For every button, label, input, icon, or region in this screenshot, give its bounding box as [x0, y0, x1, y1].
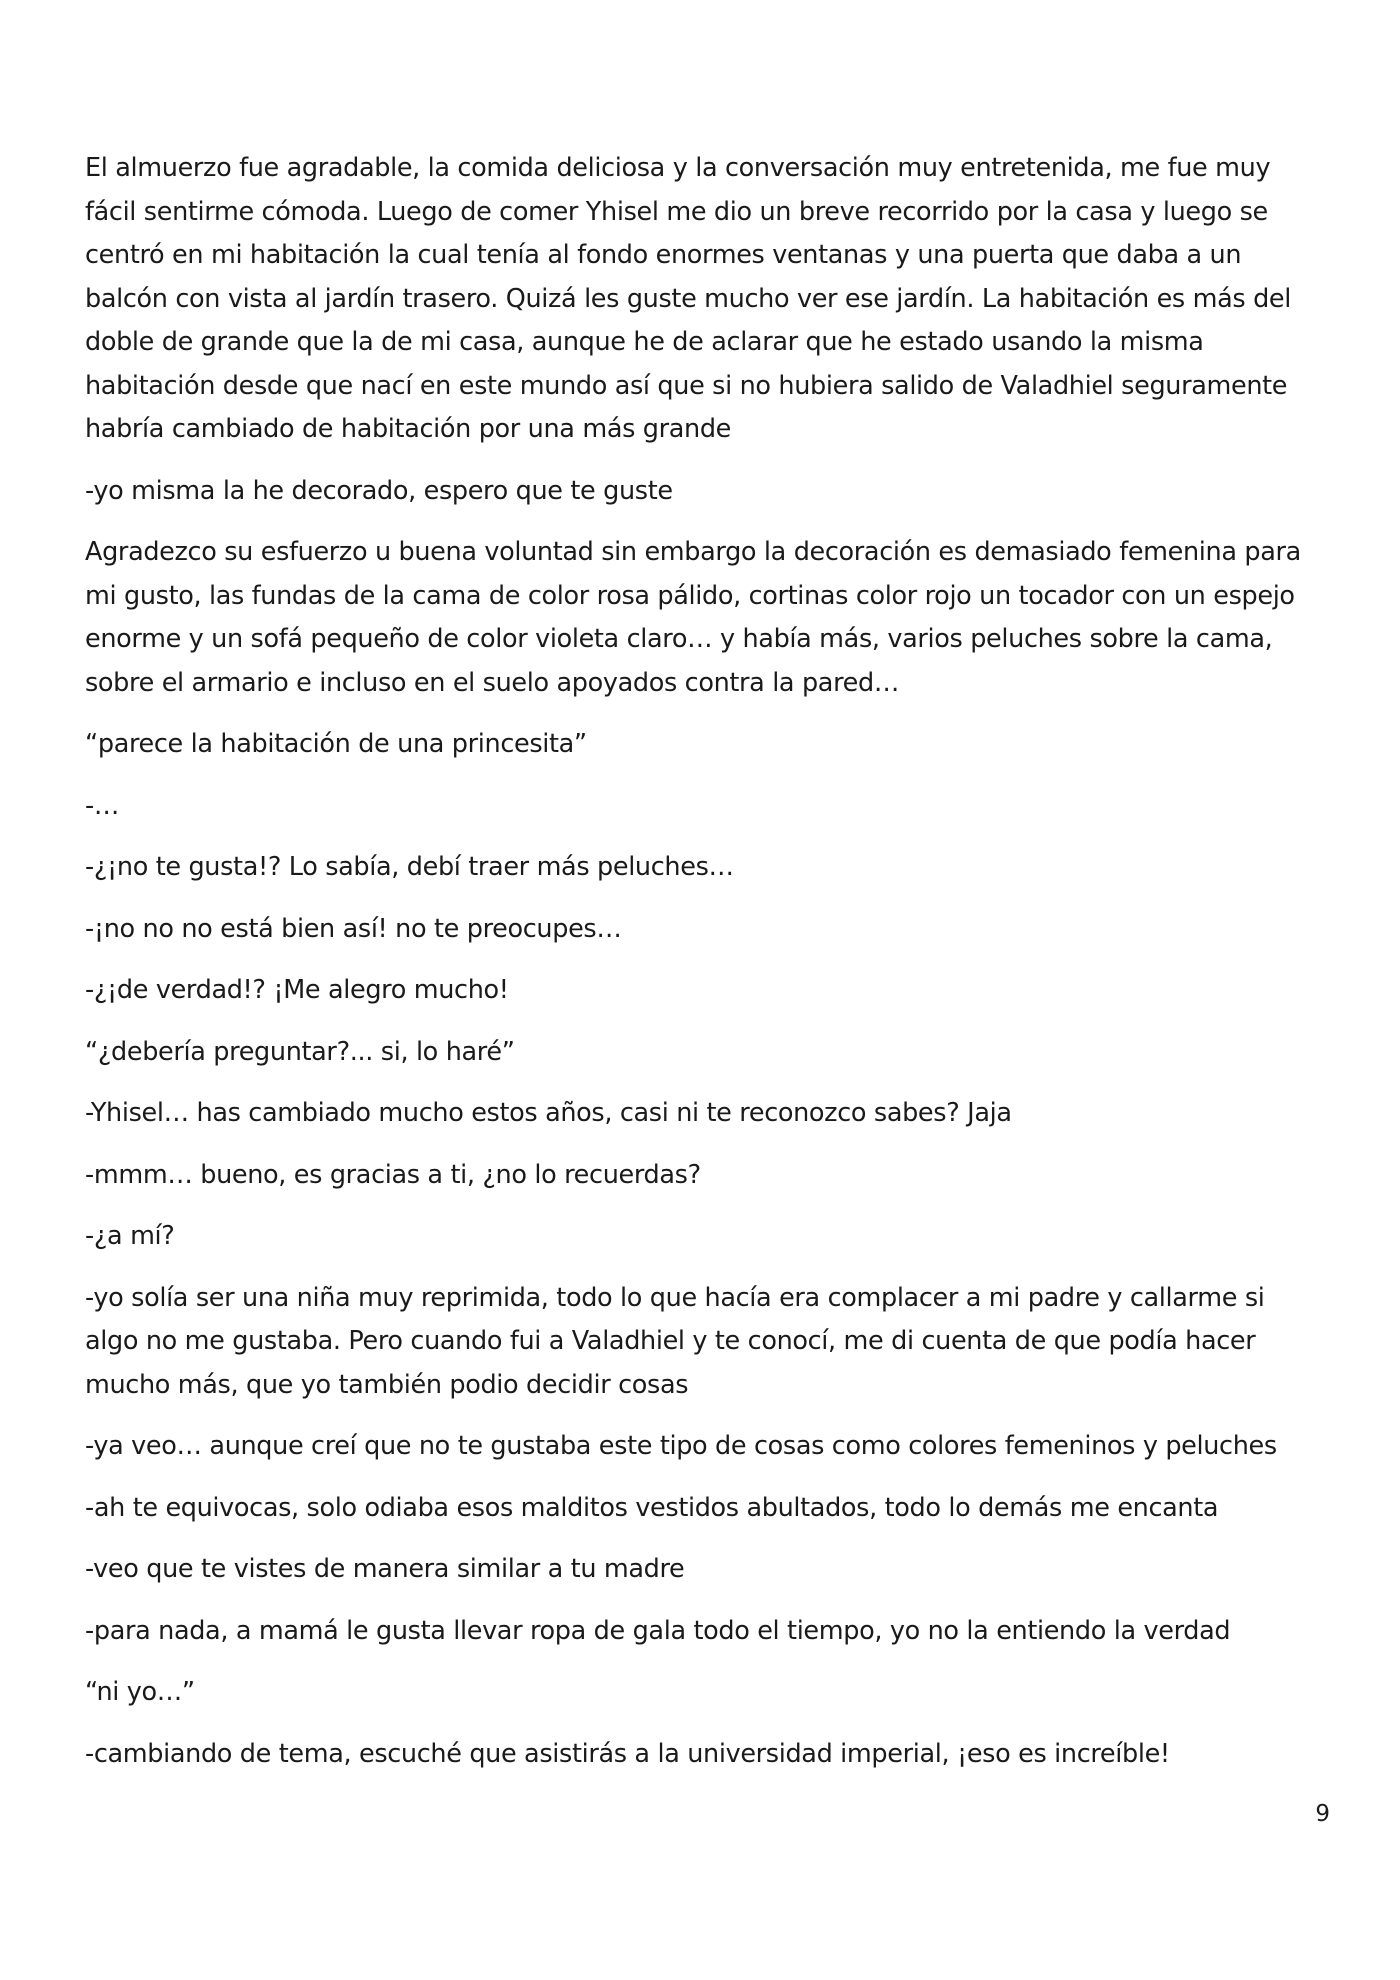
paragraph: -¿a mí? — [85, 1221, 175, 1251]
paragraph: -yo misma la he decorado, espero que te guste — [85, 475, 673, 506]
paragraph: -cambiando de tema, escuché que asistirás a la universidad imperial, ¡eso es increíble! — [85, 1738, 1170, 1769]
paragraph: -para nada, a mamá le gusta llevar ropa de gala todo el tiempo, yo no la entiendo la verdad — [85, 1615, 1231, 1646]
paragraph: -ah te equivocas, solo odiaba esos malditos vestidos abultados, todo lo demás me encanta — [85, 1492, 1219, 1523]
paragraph: “¿debería preguntar?... si, lo haré” — [85, 1036, 515, 1067]
paragraph: El almuerzo fue agradable, la comida deliciosa y la conversación muy entretenida, me fue muy fácil sentirme cómoda. Luego de comer Yhisel me dio un breve recorrido por la casa y luego se centró en mi habitación la cual tenía al fondo enormes ventanas y una puerta que daba a un balcón con vista al jardín trasero. Quizá les guste mucho ver ese jardín. La habitación es más del doble de grande que la de mi casa, aunque he de aclarar que he estado usando la misma habitación desde que nací en este mundo así que si no hubiera salido de Valadhiel seguramente habría cambiado de habitación por una más grande — [85, 153, 1291, 444]
paragraph: -¿¡de verdad!? ¡Me alegro mucho! — [85, 975, 509, 1005]
paragraph: -¿¡no te gusta!? Lo sabía, debí traer más peluches… — [85, 852, 734, 882]
paragraph: -yo solía ser una niña muy reprimida, todo lo que hacía era complacer a mi padre y callarme si algo no me gustaba. Pero cuando fui a Valadhiel y te conocí, me di cuenta de que podía hacer mucho más, que yo también podio decidir cosas — [85, 1282, 1265, 1400]
paragraph: -… — [85, 790, 120, 821]
paragraph: “ni yo…” — [85, 1677, 195, 1707]
page-number: 9 — [1315, 1801, 1330, 1827]
paragraph: “parece la habitación de una princesita” — [85, 729, 587, 759]
paragraph: -ya veo… aunque creí que no te gustaba este tipo de cosas como colores femeninos y peluches — [85, 1431, 1277, 1461]
paragraph: -¡no no no está bien así! no te preocupes… — [85, 913, 622, 944]
paragraph: -mmm… bueno, es gracias a ti, ¿no lo recuerdas? — [85, 1159, 701, 1190]
paragraph: Agradezco su esfuerzo u buena voluntad sin embargo la decoración es demasiado femenina para mi gusto, las fundas de la cama de color rosa pálido, cortinas color rojo un tocador con un espejo enorme y un sofá pequeño de color violeta claro… y había más, varios peluches sobre la cama, sobre el armario e incluso en el suelo apoyados contra la pared… — [85, 537, 1301, 698]
page-body — [85, 147, 1315, 1794]
paragraph: -Yhisel… has cambiado mucho estos años, casi ni te reconozco sabes? Jaja — [85, 1098, 1012, 1128]
paragraph: -veo que te vistes de manera similar a tu madre — [85, 1554, 685, 1584]
